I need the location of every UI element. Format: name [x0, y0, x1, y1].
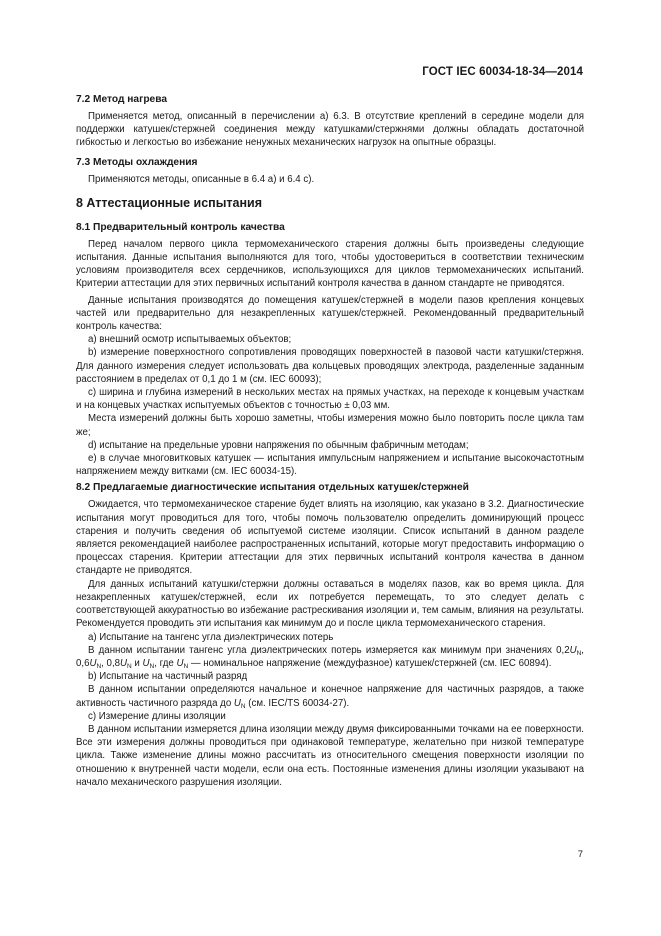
- page-number: 7: [577, 849, 583, 860]
- section-8-title: 8 Аттестационные испытания: [76, 195, 263, 210]
- section-7-2-paragraph: Применяется метод, описанный в перечислении а) 6.3. В отсутствие креплений в середине модели для поддержки катушек/стержней соединения между катушками/стержнями должны обладать достаточной гибкостью и легкостью во избежание ненужных механических нагрузок на опытные образцы.: [76, 111, 584, 149]
- section-8-1-item-b: b) измерение поверхностного сопротивления проводящих поверхностей в пазовой части катушки/стержня. Для данного измерения следует использовать два кольцевых проводящих электрода, разделенные заданным расстоянием в пределах от 0,1 до 1 м (см. IEC 60093);: [76, 347, 584, 385]
- section-8-1-paragraph-2: Данные испытания производятся до помещения катушек/стержней в модели пазов крепления концевых частей или предварительно для незакрепленных катушек/стержней. Рекомендованный предварительный контроль качества:: [76, 294, 584, 333]
- section-8-2-item-b: b) Испытание на частичный разряд: [88, 671, 248, 683]
- section-7-3-paragraph: Применяются методы, описанные в 6.4 а) и 6.4 с).: [88, 173, 315, 185]
- section-8-1-item-e: е) в случае многовитковых катушек — испытания импульсным напряжением и испытание высокочастотным напряжением между витками (см. IEC 60034-15).: [76, 453, 584, 478]
- section-8-1-title: 8.1 Предварительный контроль качества: [76, 221, 285, 233]
- section-8-2-paragraph-1: Ожидается, что термомеханическое старение будет влиять на изоляцию, как указано в 3.2. Диагностические испытания могут проводиться для того, чтобы помочь пользователю определить доминирующий процесс старения и получить сведения об испытуемой системе изоляции. Список испытаний в данном разделе является рекомендацией наиболее распространенных испытаний, которые могут предоставить информацию о процессах старения. Критерии аттестации для этих первичных испытаний контроля качества в данном стандарте не приводятся.: [76, 499, 584, 577]
- section-8-2-title: 8.2 Предлагаемые диагностические испытания отдельных катушек/стержней: [76, 482, 469, 494]
- section-8-1-item-c: c) ширина и глубина измерений в нескольких местах на прямых участках, на переходе к концевым участкам и на концевых участках испытуемых объектов с точностью ± 0,03 мм.: [76, 387, 584, 412]
- section-8-2-item-a-paragraph: В данном испытании тангенс угла диэлектрических потерь измеряется как минимум при значениях $0,2U_N$, $0,6U_N$, $0,8U_N$ и $U_N$, где $U_N$ — номинальное напряжение (междуфазное) катушек/стержней (см. IEC 60894).: [76, 644, 584, 670]
- section-8-2-item-a: а) Испытание на тангенс угла диэлектрических потерь: [88, 631, 334, 643]
- document-header: ГОСТ IEC 60034-18-34—2014: [422, 66, 583, 78]
- section-7-3-title: 7.3 Методы охлаждения: [76, 156, 198, 168]
- section-8-2-item-c-paragraph: В данном испытании измеряется длина изоляции между двумя фиксированными точками на ее поверхности. Все эти измерения должны проводиться при одинаковой температуре, желательно при низкой температуре цикла. Также изменение длины можно рассчитать из относительного смещения поверхности изоляции по отношению к внутренней части модели, если она есть. Постоянные изменения длины изоляции указывают на начало механического разрушения изоляции.: [76, 723, 584, 788]
- section-8-1-paragraph-1: Перед началом первого цикла термомеханического старения должны быть произведены следующие испытания. Данные испытания выполняются для того, чтобы удостовериться в соответствии техническим условиям производителя всех сердечников, использующихся для циклов термомеханических испытаний. Критерии аттестации для этих первичных испытаний контроля качества в данном стандарте не приводятся.: [76, 238, 584, 290]
- section-7-2-title: 7.2 Метод нагрева: [76, 94, 167, 105]
- section-8-2-item-b-paragraph: В данном испытании определяются начальное и конечное напряжение для частичных разрядов, а также активность частичного разряда до $U_N$ (см. IEC/TS 60034-27).: [76, 684, 584, 710]
- section-8-1-item-a: а) внешний осмотр испытываемых объектов;: [88, 334, 292, 346]
- section-8-1-paragraph-3: Места измерений должны быть хорошо заметны, чтобы измерения можно было повторить после цикла там же;: [76, 413, 584, 438]
- document-body: [76, 93, 584, 789]
- section-8-1-item-d: d) испытание на предельные уровни напряжения по обычным фабричным методам;: [88, 439, 469, 451]
- section-8-2-paragraph-2: Для данных испытаний катушки/стержни должны оставаться в моделях пазов, как во время цикла. Для незакрепленных катушек/стержней, если их потребуется перемещать, то это следует делать с соответствующей аккуратностью во избежание растрескивания изоляции и, тем самым, влияния на результаты. Рекомендуется проводить эти испытания как минимум до и после цикла термомеханического старения.: [76, 578, 584, 630]
- section-8-2-item-c: c) Измерение длины изоляции: [88, 710, 226, 722]
